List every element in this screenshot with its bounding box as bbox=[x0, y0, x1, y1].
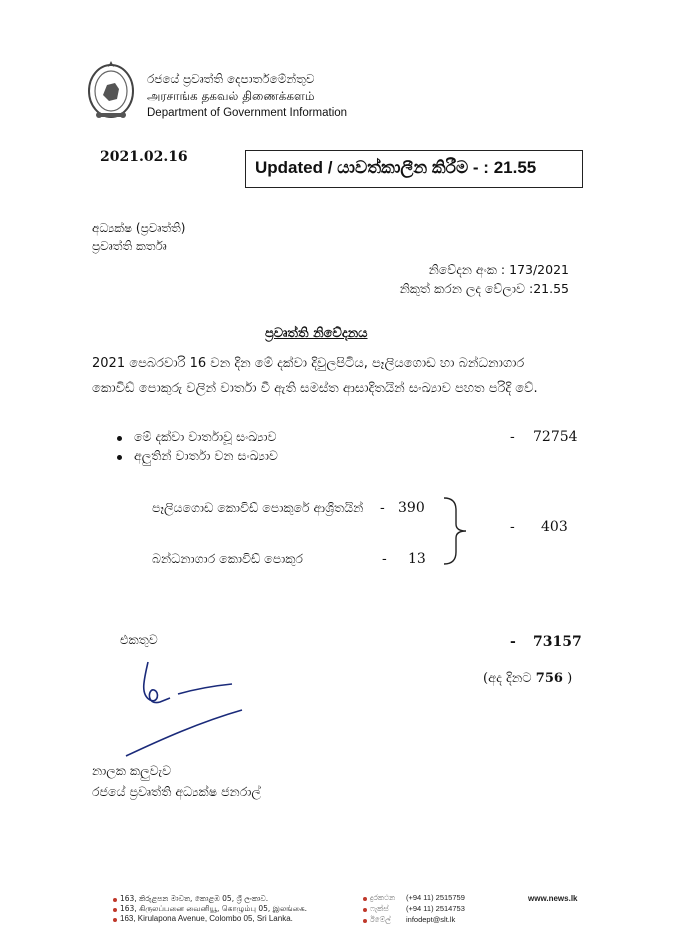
prison-cluster-dash: - bbox=[382, 551, 387, 567]
new-count-label: අලුතින් වාර්තා වන සංඛ්‍යාව bbox=[134, 448, 278, 463]
paragraph-line-1: 2021 පෙබරවාරි 16 වන දින මේ දක්වා දිවුලපිටිය, පෑලියගොඩ හා බන්ධනාගාර bbox=[92, 356, 525, 371]
total-dash: - bbox=[510, 634, 516, 650]
peliyagoda-cluster-dash: - bbox=[380, 500, 385, 516]
reported-count-value: 72754 bbox=[533, 429, 578, 445]
footer-tel-value: (+94 11) 2515759 bbox=[406, 893, 465, 902]
department-name-tamil: அரசாங்க தகவல் திணைக்களம் bbox=[147, 89, 315, 103]
footer-bullet-icon bbox=[363, 908, 367, 912]
footer-bullet-icon bbox=[363, 897, 367, 901]
footer-tel-label: දුරකථන bbox=[370, 893, 396, 902]
prison-cluster-value: 13 bbox=[408, 551, 426, 567]
reported-count-label: මේ දක්වා වාර්තාවූ සංඛ්‍යාව bbox=[134, 429, 277, 444]
footer-fax-label: ෆැක්ස් bbox=[370, 904, 389, 913]
signer-name: නාලක කලුවැව bbox=[92, 763, 172, 778]
signer-title: රජයේ ප්‍රවෘත්ති අධ්‍යක්ෂ ජනරාල් bbox=[92, 784, 261, 799]
notice-number: නිවේදන අංක : 173/2021 bbox=[428, 262, 569, 277]
footer-email-value: infodept@slt.lk bbox=[406, 915, 456, 924]
footer-fax-value: (+94 11) 2514753 bbox=[406, 904, 465, 913]
reported-count-dash: - bbox=[510, 429, 515, 445]
footer-bullet-icon bbox=[113, 898, 117, 902]
sri-lanka-emblem-icon bbox=[85, 55, 137, 125]
bullet-icon bbox=[117, 436, 122, 441]
peliyagoda-cluster-label: පෑලියගොඩ කොවිඩ් පොකුරේ ආශ්‍රිතයින් bbox=[152, 500, 364, 515]
right-brace-icon bbox=[442, 496, 472, 566]
today-count-prefix: (අද දිනට bbox=[483, 671, 536, 686]
prison-cluster-label: බන්ධනාගාර කොවිඩ් පොකුර bbox=[152, 551, 303, 566]
today-count-value: 756 bbox=[535, 671, 563, 686]
bullet-icon bbox=[117, 455, 122, 460]
department-name-sinhala: රජයේ ප්‍රවෘත්ති දෙපාර්තමේන්තුව bbox=[147, 72, 315, 86]
footer-bullet-icon bbox=[113, 918, 117, 922]
total-label: එකතුව bbox=[120, 632, 158, 647]
handwritten-signature bbox=[120, 650, 250, 760]
footer-website: www.news.lk bbox=[528, 894, 578, 903]
new-total-dash: - bbox=[510, 519, 515, 535]
footer-address-tamil: 163, கிருலப்பனை வைனியூ, கொழும்பு 05, இலங்கை. bbox=[120, 904, 308, 913]
footer-bullet-icon bbox=[113, 908, 117, 912]
peliyagoda-cluster-value: 390 bbox=[398, 500, 425, 516]
new-total-value: 403 bbox=[541, 519, 568, 535]
paragraph-line-2: කොවිඩ් පොකුරු වලින් වාර්තා වී ඇති සමස්ත ආසාදිතයින් සංඛ්‍යාව පහත පරිදි වේ. bbox=[92, 381, 538, 396]
total-value: 73157 bbox=[533, 634, 582, 650]
footer-bullet-icon bbox=[363, 919, 367, 923]
today-count-suffix: ) bbox=[562, 671, 573, 686]
update-label: Updated / යාවත්කාලීන කිරීම - : 21.55 bbox=[255, 158, 537, 177]
notice-title: ප්‍රවෘත්ති නිවේදනය bbox=[265, 326, 368, 341]
addressee-line-1: අධ්‍යක්ෂ (ප්‍රවෘත්ති) bbox=[92, 221, 186, 235]
addressee-line-2: ප්‍රවෘත්ති කර්තෘ bbox=[92, 239, 167, 253]
department-name-english: Department of Government Information bbox=[147, 107, 348, 119]
document-date: 2021.02.16 bbox=[100, 149, 188, 165]
issue-time: නිකුත් කරන ලද වේලාව :21.55 bbox=[399, 281, 569, 296]
footer-address-english: 163, Kirulapona Avenue, Colombo 05, Sri Lanka. bbox=[120, 914, 293, 923]
footer-address-sinhala: 163, කිරුළපන මාවත, කොළඹ 05, ශ්‍රී ලංකාව. bbox=[120, 894, 269, 903]
today-count-note bbox=[483, 671, 572, 686]
footer-email-label: ඊමේල් bbox=[370, 915, 391, 924]
